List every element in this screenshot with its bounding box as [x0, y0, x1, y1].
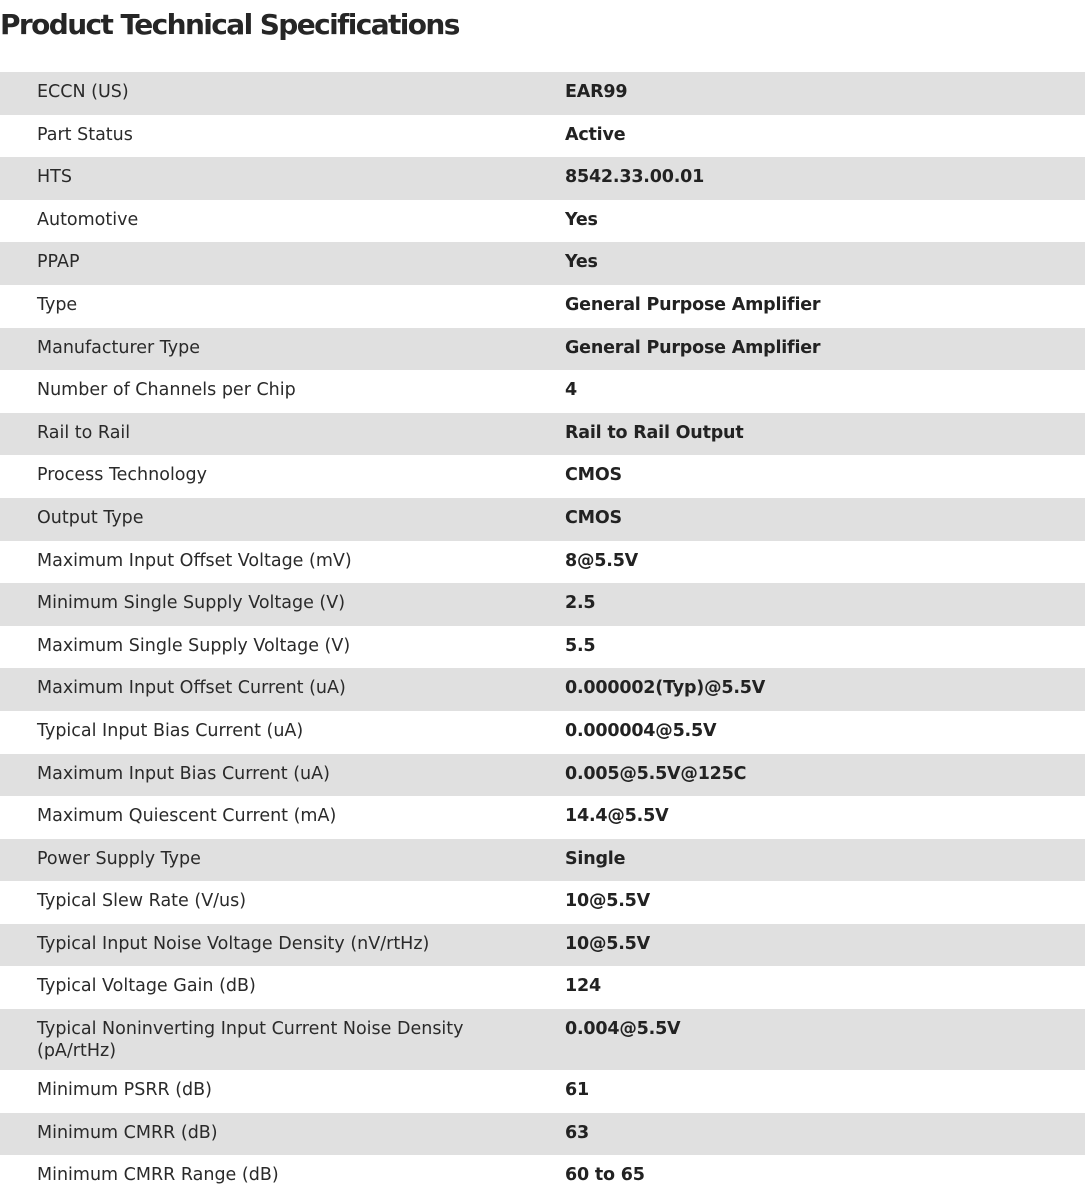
spec-label: Maximum Single Supply Voltage (V) [37, 635, 351, 656]
spec-value: 14.4@5.5V [565, 806, 669, 827]
spec-row-output-type [0, 498, 1085, 541]
spec-row-typ-input-bias-current [0, 711, 1085, 754]
spec-value: 61 [565, 1080, 589, 1101]
spec-row-min-cmrr [0, 1113, 1085, 1156]
spec-value: 8542.33.00.01 [565, 167, 705, 188]
spec-label: Typical Input Noise Voltage Density (nV/rtHz) [37, 933, 430, 954]
spec-row-part-status [0, 115, 1085, 158]
spec-label: HTS [37, 167, 72, 188]
spec-label: Part Status [37, 124, 133, 145]
page-title: Product Technical Specifications [0, 8, 459, 41]
spec-label: Typical Slew Rate (V/us) [37, 891, 247, 912]
spec-row-max-input-offset-current [0, 668, 1085, 711]
spec-label: Rail to Rail [37, 422, 131, 443]
spec-label: Automotive [37, 209, 139, 230]
spec-value: CMOS [565, 507, 622, 528]
spec-label: Manufacturer Type [37, 337, 200, 358]
spec-row-max-single-supply-voltage [0, 626, 1085, 669]
spec-value: 5.5 [565, 635, 596, 656]
spec-label: Process Technology [37, 465, 207, 486]
spec-value: 8@5.5V [565, 550, 639, 571]
spec-value: 63 [565, 1122, 589, 1143]
spec-label: Typical Voltage Gain (dB) [37, 976, 256, 997]
spec-row-automotive [0, 200, 1085, 243]
spec-label: Power Supply Type [37, 848, 201, 869]
spec-value: 10@5.5V [565, 891, 650, 912]
spec-value: 4 [565, 380, 577, 401]
spec-row-type [0, 285, 1085, 328]
spec-label: Minimum CMRR Range (dB) [37, 1165, 279, 1186]
spec-value: 124 [565, 976, 601, 997]
spec-row-eccn [0, 72, 1085, 115]
spec-value: 2.5 [565, 593, 596, 614]
spec-row-min-psrr [0, 1070, 1085, 1113]
spec-row-min-cmrr-range [0, 1155, 1085, 1198]
spec-value: CMOS [565, 465, 622, 486]
spec-label: Minimum PSRR (dB) [37, 1080, 212, 1101]
spec-label: Minimum Single Supply Voltage (V) [37, 593, 346, 614]
spec-label: ECCN (US) [37, 82, 129, 102]
spec-label: Type [37, 294, 78, 315]
spec-value: 0.005@5.5V@125C [565, 763, 747, 784]
spec-label: Typical Noninverting Input Current Noise Density (pA/rtHz) [37, 1019, 464, 1062]
spec-row-typ-slew-rate [0, 881, 1085, 924]
spec-label: Typical Input Bias Current (uA) [37, 720, 304, 741]
spec-value: 0.004@5.5V [565, 1019, 681, 1040]
spec-row-typ-voltage-gain [0, 966, 1085, 1009]
spec-value: Yes [565, 252, 598, 273]
spec-row-power-supply-type [0, 839, 1085, 882]
spec-label: Output Type [37, 507, 144, 528]
spec-label: Minimum CMRR (dB) [37, 1122, 218, 1143]
spec-value: General Purpose Amplifier [565, 294, 821, 315]
spec-value: 0.000004@5.5V [565, 720, 717, 741]
spec-row-typ-noninverting-current-noise [0, 1009, 1085, 1070]
spec-value: EAR99 [565, 82, 628, 102]
spec-row-rail-to-rail [0, 413, 1085, 456]
spec-row-max-input-bias-current [0, 754, 1085, 797]
spec-value: 60 to 65 [565, 1165, 645, 1186]
spec-label: Maximum Input Offset Current (uA) [37, 678, 346, 699]
spec-value: 10@5.5V [565, 933, 650, 954]
spec-row-typ-input-noise-voltage-density [0, 924, 1085, 967]
spec-label: Maximum Quiescent Current (mA) [37, 806, 337, 827]
spec-row-hts [0, 157, 1085, 200]
spec-value: Yes [565, 209, 598, 230]
spec-row-min-single-supply-voltage [0, 583, 1085, 626]
spec-table [0, 72, 1085, 1198]
spec-value: General Purpose Amplifier [565, 337, 821, 358]
spec-label: Maximum Input Bias Current (uA) [37, 763, 330, 784]
spec-row-manufacturer-type [0, 328, 1085, 371]
spec-row-ppap [0, 242, 1085, 285]
spec-value: 0.000002(Typ)@5.5V [565, 678, 766, 699]
spec-row-process-technology [0, 455, 1085, 498]
spec-label: Number of Channels per Chip [37, 380, 296, 401]
spec-value: Rail to Rail Output [565, 422, 744, 443]
spec-label: PPAP [37, 252, 80, 273]
spec-label: Maximum Input Offset Voltage (mV) [37, 550, 352, 571]
spec-value: Active [565, 124, 626, 145]
spec-value: Single [565, 848, 626, 869]
spec-row-channels-per-chip [0, 370, 1085, 413]
spec-row-max-input-offset-voltage [0, 541, 1085, 584]
spec-row-max-quiescent-current [0, 796, 1085, 839]
